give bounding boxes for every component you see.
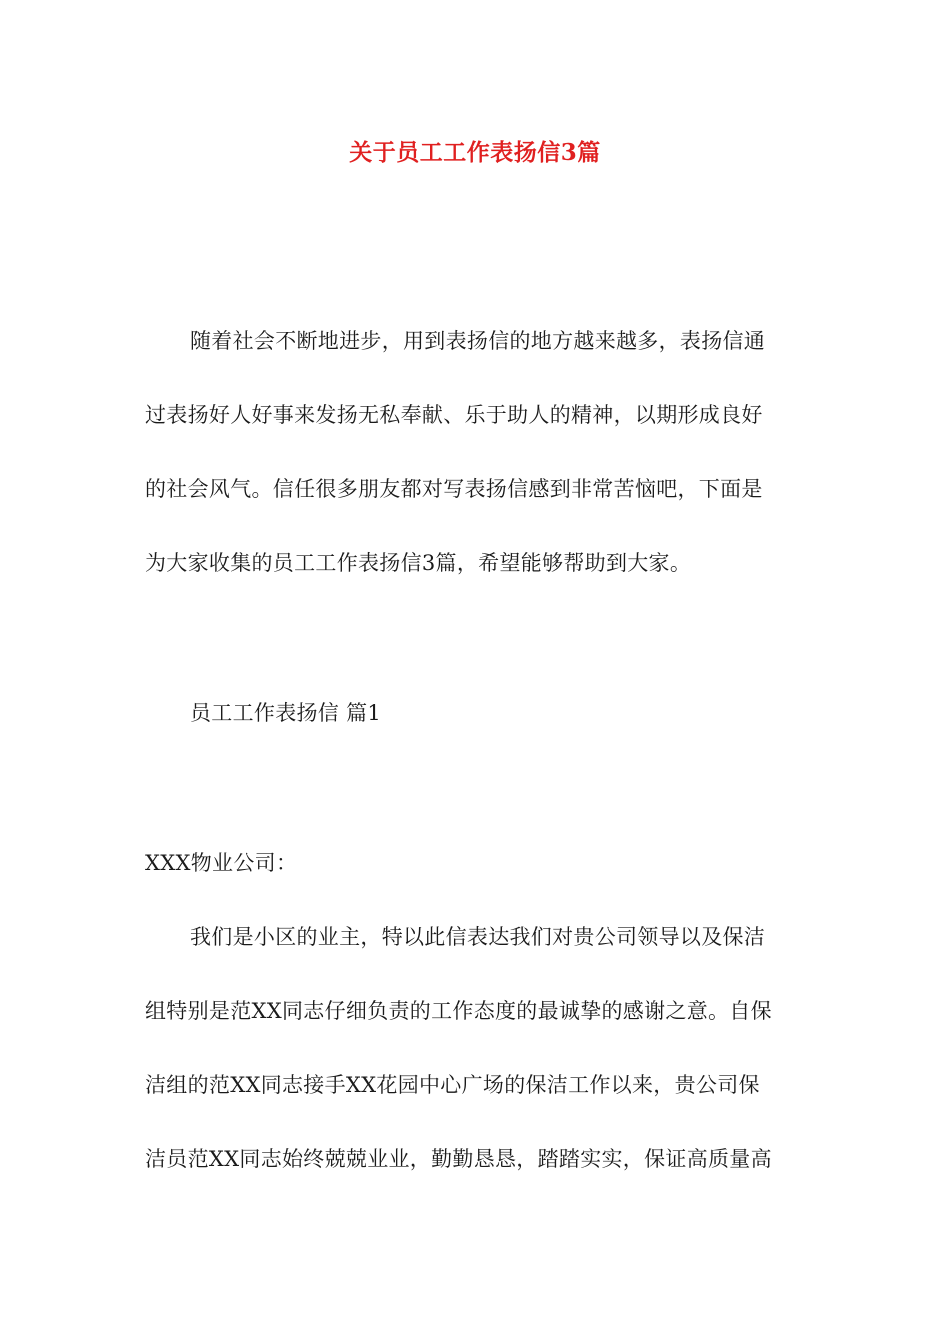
body-line-4: 洁员范XX同志始终兢兢业业，勤勤恳恳，踏踏实实，保证高质量高 [145, 1147, 772, 1171]
salutation: XXX物业公司： [145, 851, 298, 875]
intro-line-3: 的社会风气。信任很多朋友都对写表扬信感到非常苦恼吧，下面是 [145, 477, 763, 501]
body-line-3: 洁组的范XX同志接手XX花园中心广场的保洁工作以来，贵公司保 [145, 1073, 760, 1097]
intro-line-2: 过表扬好人好事来发扬无私奉献、乐于助人的精神，以期形成良好 [145, 403, 763, 427]
intro-line-4: 为大家收集的员工工作表扬信3篇，希望能够帮助到大家。 [145, 551, 692, 575]
body-line-2: 组特别是范XX同志仔细负责的工作态度的最诚挚的感谢之意。自保 [145, 999, 772, 1023]
section-heading: 员工工作表扬信 篇1 [190, 701, 382, 725]
body-line-1: 我们是小区的业主，特以此信表达我们对贵公司领导以及保洁 [190, 925, 766, 949]
intro-line-1: 随着社会不断地进步，用到表扬信的地方越来越多，表扬信通 [190, 329, 766, 353]
document-title: 关于员工工作表扬信3篇 [349, 139, 601, 166]
